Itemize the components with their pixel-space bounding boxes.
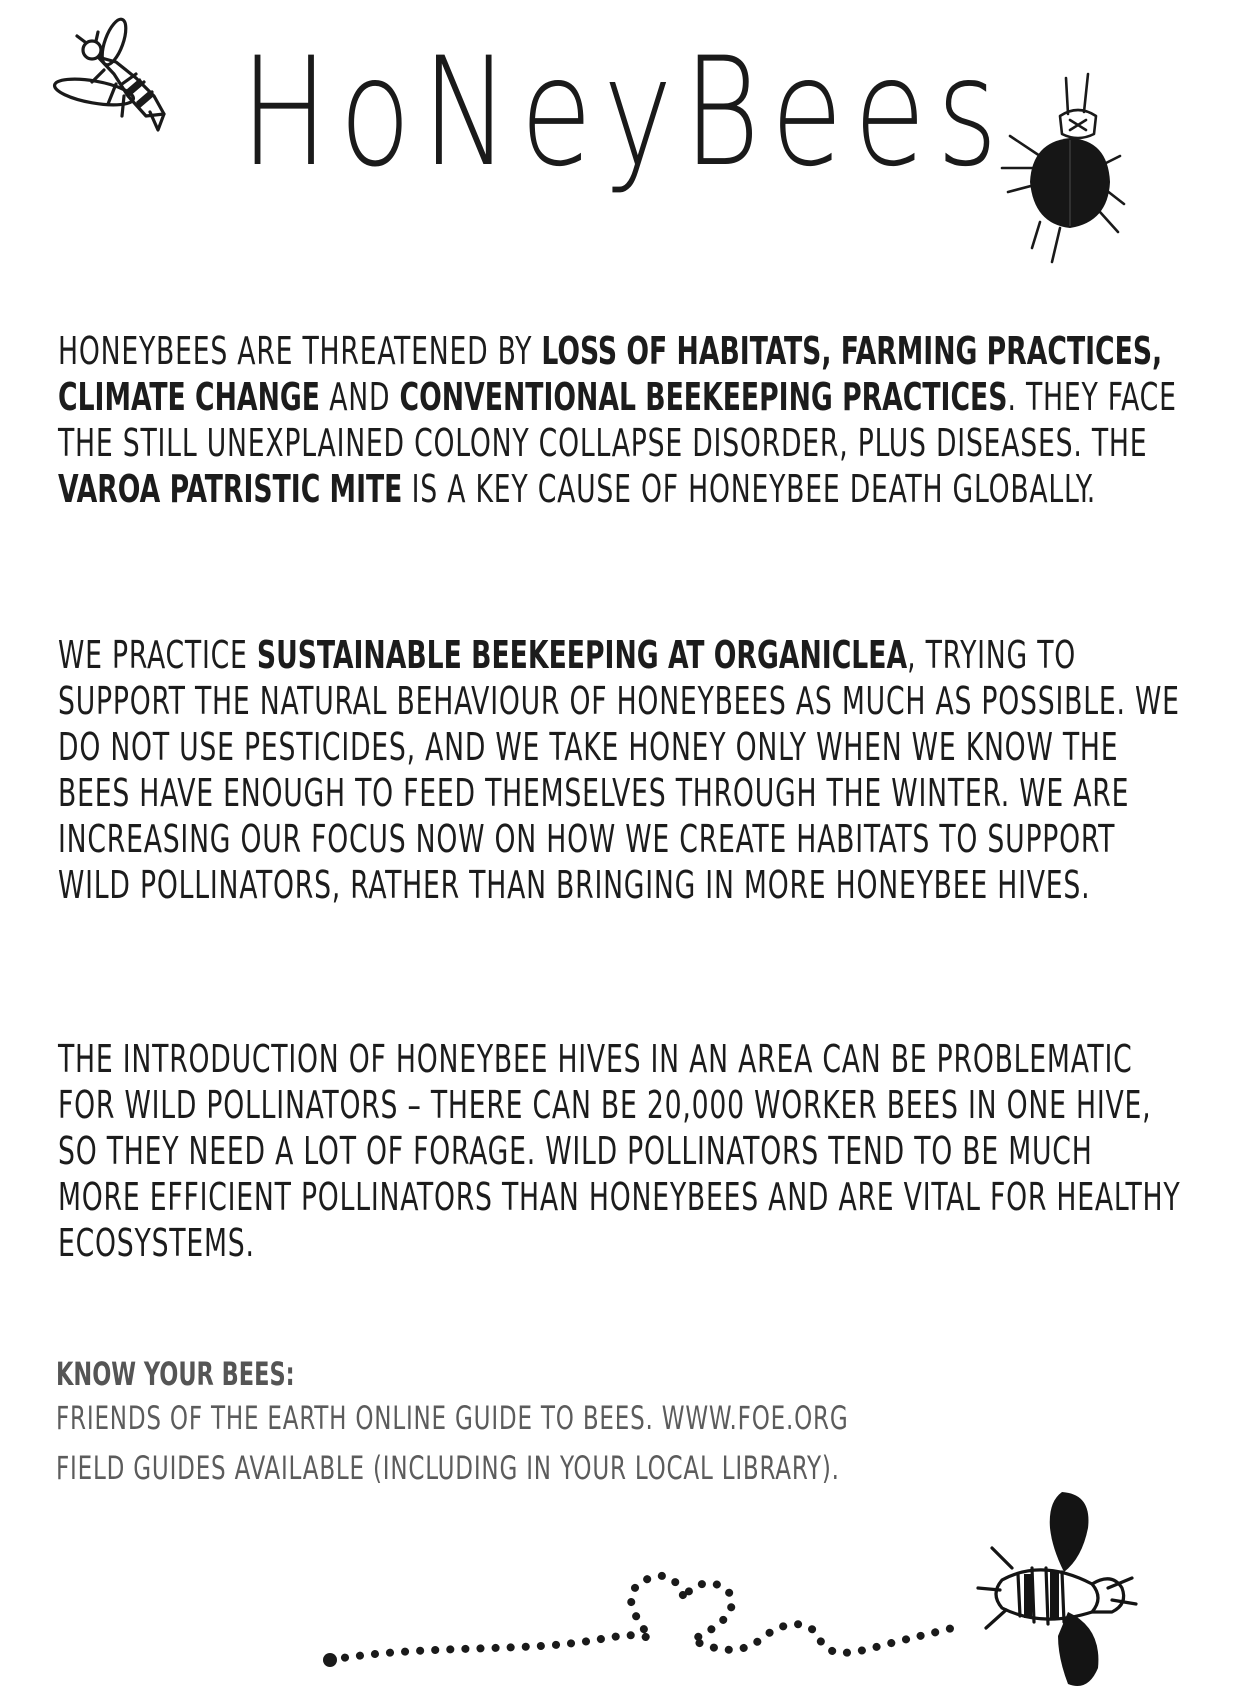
- p1-run-2: AND: [319, 375, 400, 419]
- p3-run-0: THE INTRODUCTION OF HONEYBEE HIVES IN AN AREA CAN BE PROBLEMATIC FOR WILD POLLINATORS – THERE CAN BE 20,000 WORKER BEES IN ONE HIVE, SO THEY NEED A LOT OF FORAGE. WILD POLLINATORS TEND TO BE MUCH MORE EFFICIENT POLLINATORS THAN HONEYBEES AND ARE VITAL FOR HEALTHY ECOSYSTEMS.: [58, 1037, 1181, 1265]
- dotted-flight-path-icon: [320, 1530, 980, 1680]
- p1-highlight-threats: LOSS OF HABITATS, FARMING PRACTICES, CLIMATE CHANGE: [58, 329, 1163, 419]
- p1-highlight-beekeeping: CONVENTIONAL BEEKEEPING PRACTICES: [399, 375, 1008, 419]
- page-title: HoNeyBees: [240, 26, 1009, 200]
- paragraph-wild-pollinators: [58, 1036, 1181, 1266]
- p1-run-4: . THEY FACE THE STILL UNEXPLAINED COLONY COLLAPSE DISORDER, PLUS DISEASES. THE: [58, 375, 1177, 465]
- p1-run-0: HONEYBEES ARE THREATENED BY: [58, 329, 542, 373]
- paragraph-threats: [58, 328, 1181, 512]
- p2-run-2: , TRYING TO SUPPORT THE NATURAL BEHAVIOUR OF HONEYBEES AS MUCH AS POSSIBLE. WE DO NOT USE PESTICIDES, AND WE TAKE HONEY ONLY WHEN WE KNOW THE BEES HAVE ENOUGH TO FEED THEMSELVES THROUGH THE WINTER. WE ARE INCREASING OUR FOCUS NOW ON HOW WE CREATE HABITATS TO SUPPORT WILD POLLINATORS, RATHER THAN BRINGING IN MORE HONEYBEE HIVES.: [58, 633, 1180, 907]
- p2-highlight-organiclea: SUSTAINABLE BEEKEEPING AT ORGANICLEA: [256, 633, 908, 677]
- paragraph-sustainable-beekeeping: [58, 632, 1181, 908]
- reference-foe-guide: FRIENDS OF THE EARTH ONLINE GUIDE TO BEES. WWW.FOE.ORG: [56, 1399, 849, 1437]
- reference-field-guides: FIELD GUIDES AVAILABLE (INCLUDING IN YOUR LOCAL LIBRARY).: [56, 1449, 840, 1487]
- bee-drawing-bottom-right-icon: [972, 1488, 1142, 1698]
- know-your-bees-heading: KNOW YOUR BEES:: [56, 1355, 295, 1393]
- p1-run-6: IS A KEY CAUSE OF HONEYBEE DEATH GLOBALLY.: [402, 467, 1097, 511]
- p2-run-0: WE PRACTICE: [58, 633, 257, 677]
- p1-highlight-mite: VAROA PATRISTIC MITE: [58, 467, 403, 511]
